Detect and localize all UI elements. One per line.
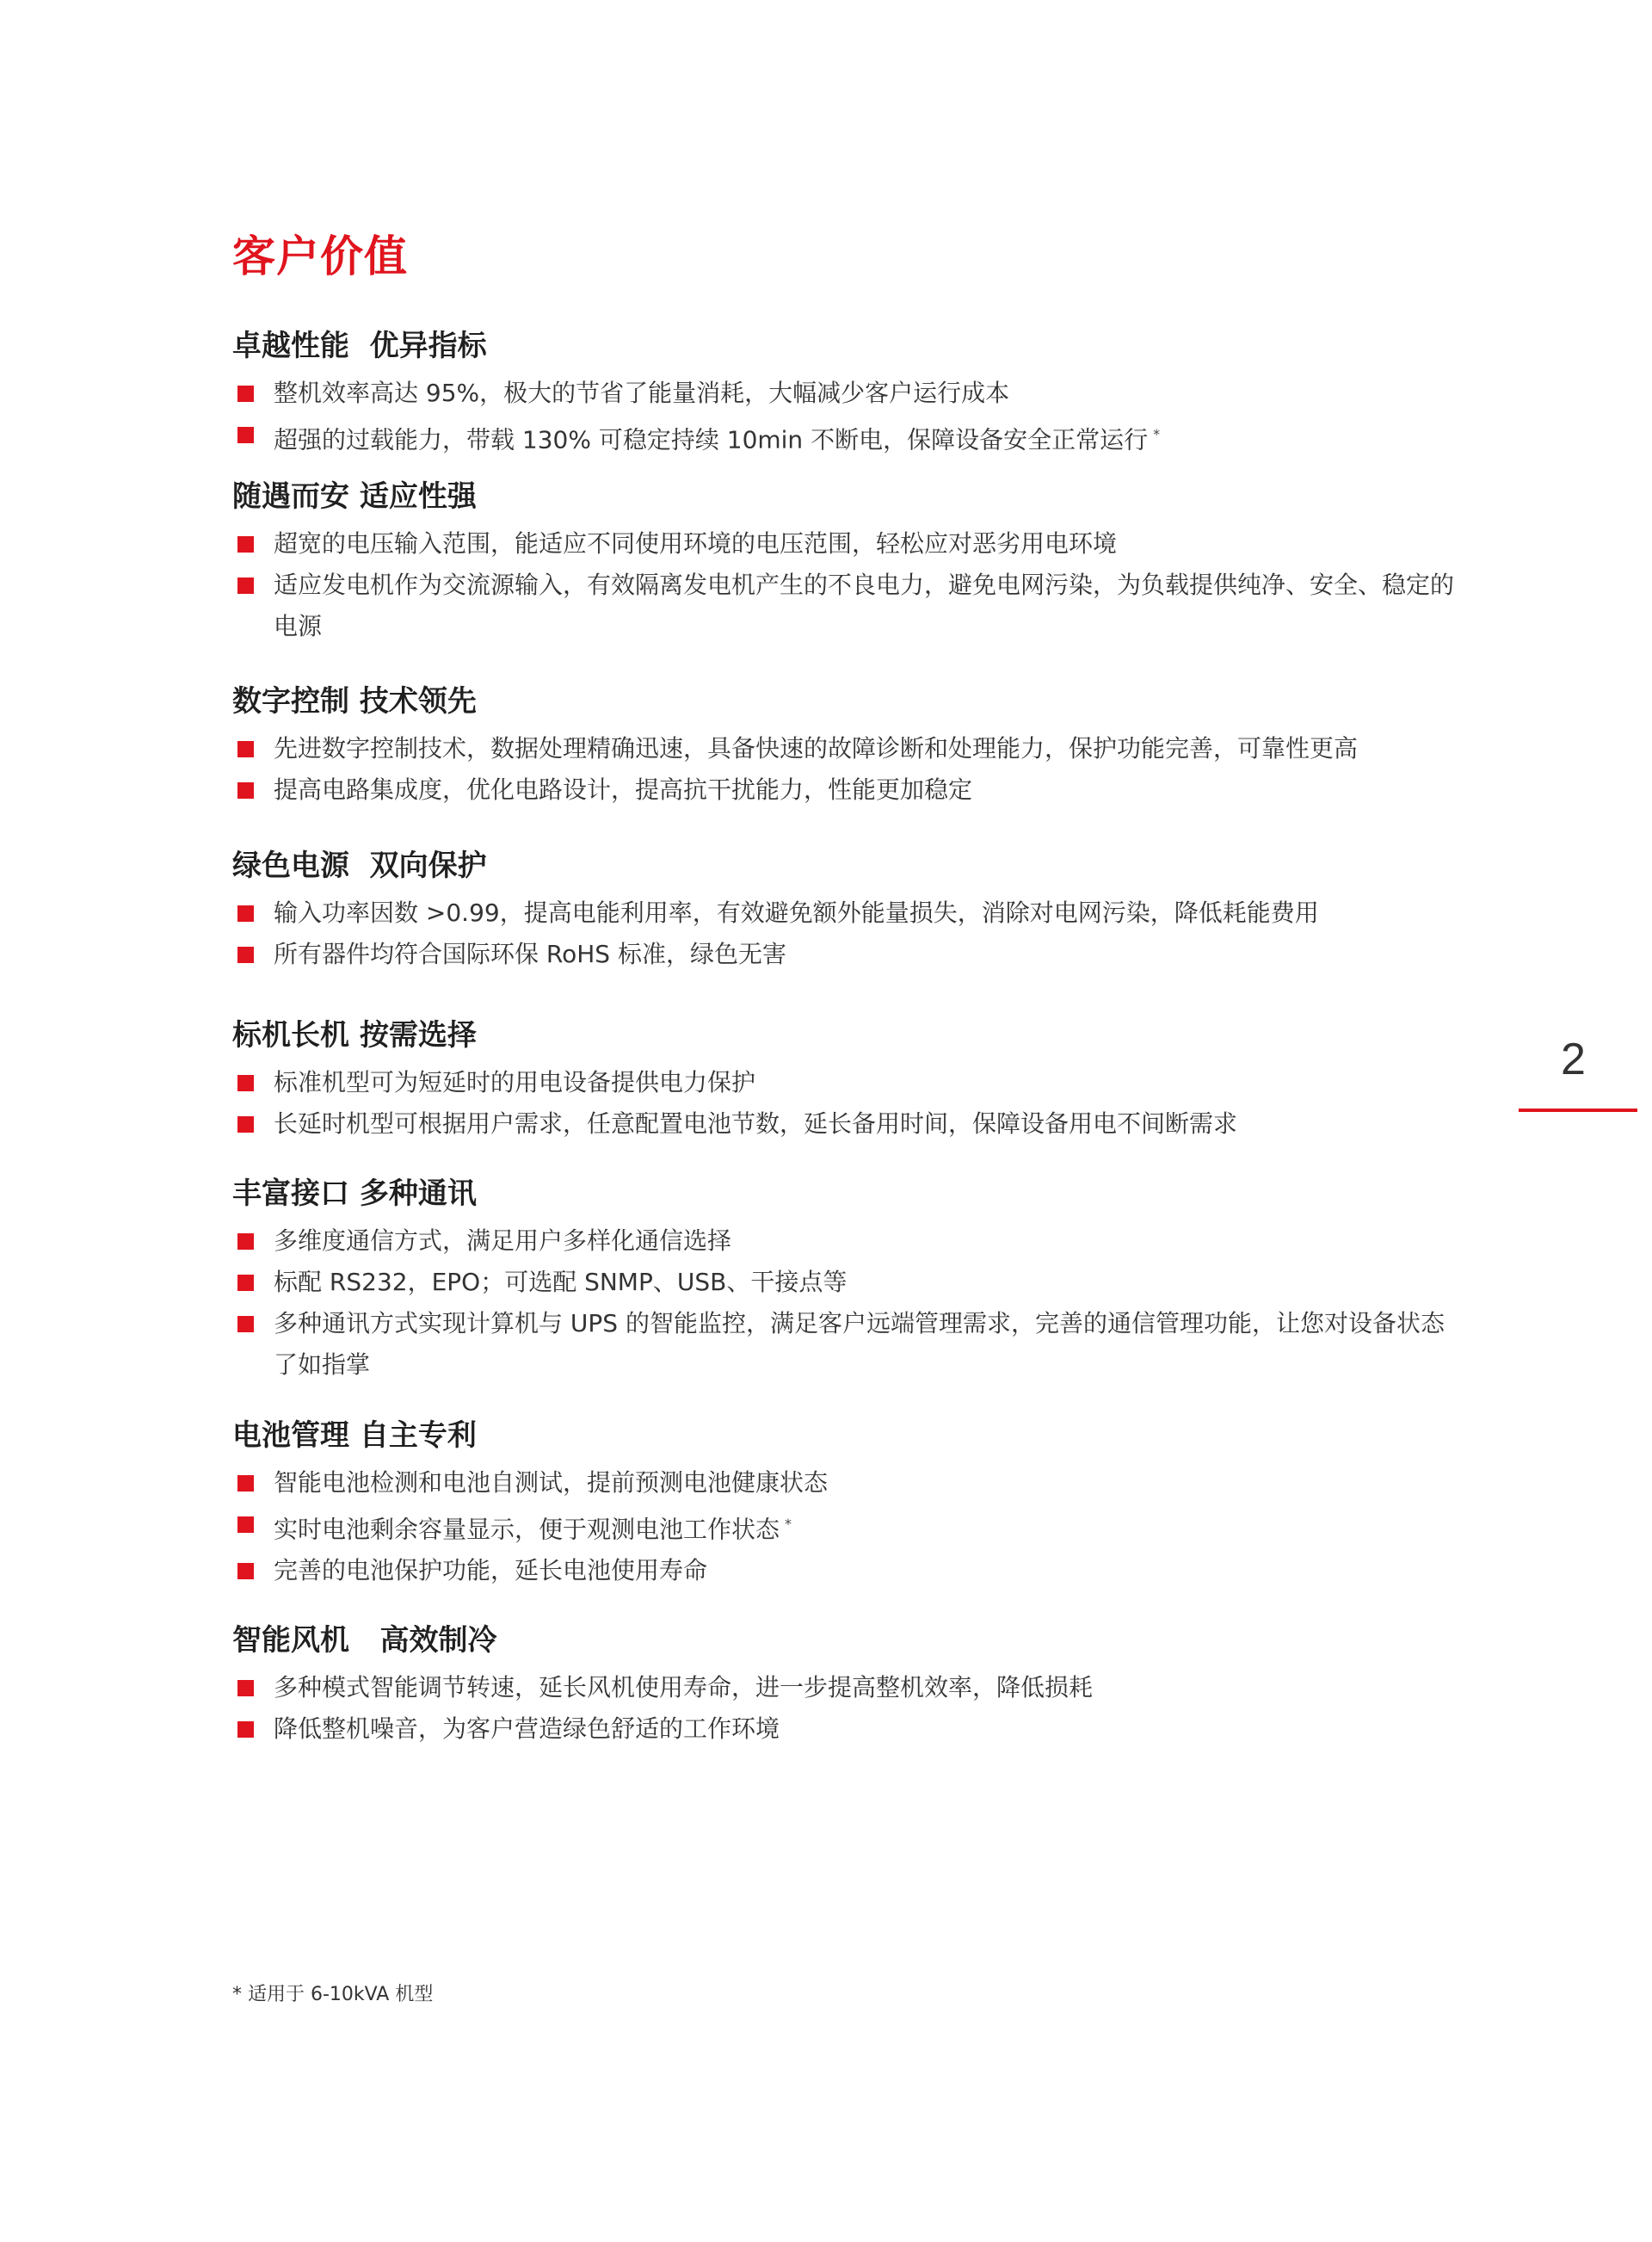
bullet-item <box>232 934 1454 975</box>
bullet-text: 整机效率高达 95%，极大的节省了能量消耗，大幅减少客户运行成本 <box>274 378 1010 407</box>
bullet-list <box>232 728 1454 811</box>
footnote-marker: * <box>785 1515 792 1532</box>
red-square-bullet-icon <box>237 386 254 402</box>
section-heading: 标机长机 按需选择 <box>232 1018 477 1053</box>
bullet-item <box>232 728 1454 769</box>
red-square-bullet-icon <box>237 577 254 594</box>
bullet-text: 所有器件均符合国际环保 RoHS 标准，绿色无害 <box>274 939 786 968</box>
bullet-text: 实时电池剩余容量显示，便于观测电池工作状态 <box>274 1515 780 1544</box>
red-square-bullet-icon <box>237 1721 254 1738</box>
bullet-text: 超宽的电压输入范围，能适应不同使用环境的电压范围，轻松应对恶劣用电环境 <box>274 528 1118 558</box>
bullet-item <box>232 373 1454 414</box>
red-square-bullet-icon <box>237 1475 254 1492</box>
red-square-bullet-icon <box>237 1680 254 1696</box>
red-square-bullet-icon <box>237 427 254 443</box>
section-heading: 电池管理 自主专利 <box>232 1418 477 1453</box>
bullet-text: 标准机型可为短延时的用电设备提供电力保护 <box>274 1067 756 1096</box>
bullet-text: 输入功率因数 >0.99，提高电能利用率，有效避免额外能量损失，消除对电网污染，降低耗能费用 <box>274 898 1319 927</box>
bullet-text: 长延时机型可根据用户需求，任意配置电池节数，延长备用时间，保障设备用电不间断需求 <box>274 1109 1238 1138</box>
red-square-bullet-icon <box>237 782 254 799</box>
bullet-item <box>232 1220 1454 1262</box>
section-heading: 智能风机 高效制冷 <box>232 1623 497 1658</box>
bullet-item <box>232 892 1454 934</box>
section-4 <box>232 849 1454 975</box>
section-6 <box>232 1177 1454 1386</box>
bullet-text: 智能电池检测和电池自测试，提前预测电池健康状态 <box>274 1467 829 1497</box>
bullet-item <box>232 1504 1454 1550</box>
red-square-bullet-icon <box>237 947 254 963</box>
red-square-bullet-icon <box>237 1116 254 1133</box>
footnote: * 适用于 6-10kVA 机型 <box>232 1984 434 2005</box>
section-heading: 数字控制 技术领先 <box>232 684 477 719</box>
page-number: 2 <box>1561 1035 1586 1084</box>
bullet-item <box>232 1262 1454 1303</box>
bullet-text: 超强的过载能力，带载 130% 可稳定持续 10min 不断电，保障设备安全正常运行 <box>274 425 1149 454</box>
bullet-list <box>232 1667 1454 1750</box>
red-square-bullet-icon <box>237 905 254 922</box>
bullet-item <box>232 523 1454 565</box>
red-square-bullet-icon <box>237 536 254 553</box>
bullet-list <box>232 373 1454 460</box>
bullet-text: 标配 RS232，EPO；可选配 SNMP、USB、干接点等 <box>274 1267 848 1296</box>
red-square-bullet-icon <box>237 1075 254 1091</box>
section-heading: 绿色电源 双向保护 <box>232 849 487 883</box>
bullet-text: 先进数字控制技术，数据处理精确迅速，具备快速的故障诊断和处理能力，保护功能完善，可靠性更高 <box>274 733 1359 763</box>
footnote-marker: * <box>1153 425 1161 442</box>
red-square-bullet-icon <box>237 1563 254 1579</box>
bullet-list <box>232 892 1454 975</box>
bullet-text: 多种通讯方式实现计算机与 UPS 的智能监控，满足客户远端管理需求，完善的通信管理功能，让您对设备状态了如指掌 <box>274 1308 1445 1379</box>
bullet-text: 完善的电池保护功能，延长电池使用寿命 <box>274 1556 708 1585</box>
bullet-item <box>232 1667 1454 1708</box>
bullet-item <box>232 1708 1454 1750</box>
bullet-item <box>232 769 1454 811</box>
bullet-text: 降低整机噪音，为客户营造绿色舒适的工作环境 <box>274 1714 780 1743</box>
section-heading: 丰富接口 多种通讯 <box>232 1177 477 1211</box>
bullet-text: 适应发电机作为交流源输入，有效隔离发电机产生的不良电力，避免电网污染，为负载提供纯净、安全、稳定的电源 <box>274 570 1455 640</box>
red-square-bullet-icon <box>237 1275 254 1291</box>
bullet-item <box>232 414 1454 460</box>
section-heading: 随遇而安 适应性强 <box>232 479 477 514</box>
section-heading: 卓越性能 优异指标 <box>232 329 487 363</box>
page-number-rule <box>1519 1109 1637 1112</box>
section-3 <box>232 684 1454 811</box>
section-7 <box>232 1418 1454 1591</box>
red-square-bullet-icon <box>237 1316 254 1332</box>
bullet-item <box>232 1103 1454 1145</box>
section-1 <box>232 329 1454 460</box>
section-8 <box>232 1623 1454 1750</box>
bullet-list <box>232 1220 1454 1386</box>
bullet-list <box>232 1062 1454 1145</box>
red-square-bullet-icon <box>237 741 254 757</box>
bullet-item <box>232 565 1454 647</box>
bullet-item <box>232 1303 1454 1386</box>
bullet-item <box>232 1062 1454 1103</box>
bullet-list <box>232 1462 1454 1591</box>
page-title: 客户价值 <box>232 232 408 281</box>
bullet-list <box>232 523 1454 647</box>
bullet-text: 提高电路集成度，优化电路设计，提高抗干扰能力，性能更加稳定 <box>274 775 973 804</box>
bullet-item <box>232 1462 1454 1504</box>
bullet-text: 多维度通信方式，满足用户多样化通信选择 <box>274 1226 732 1255</box>
bullet-item <box>232 1550 1454 1591</box>
section-2 <box>232 479 1454 647</box>
bullet-text: 多种模式智能调节转速，延长风机使用寿命，进一步提高整机效率，降低损耗 <box>274 1672 1094 1702</box>
red-square-bullet-icon <box>237 1516 254 1533</box>
section-5 <box>232 1018 1454 1145</box>
red-square-bullet-icon <box>237 1233 254 1250</box>
